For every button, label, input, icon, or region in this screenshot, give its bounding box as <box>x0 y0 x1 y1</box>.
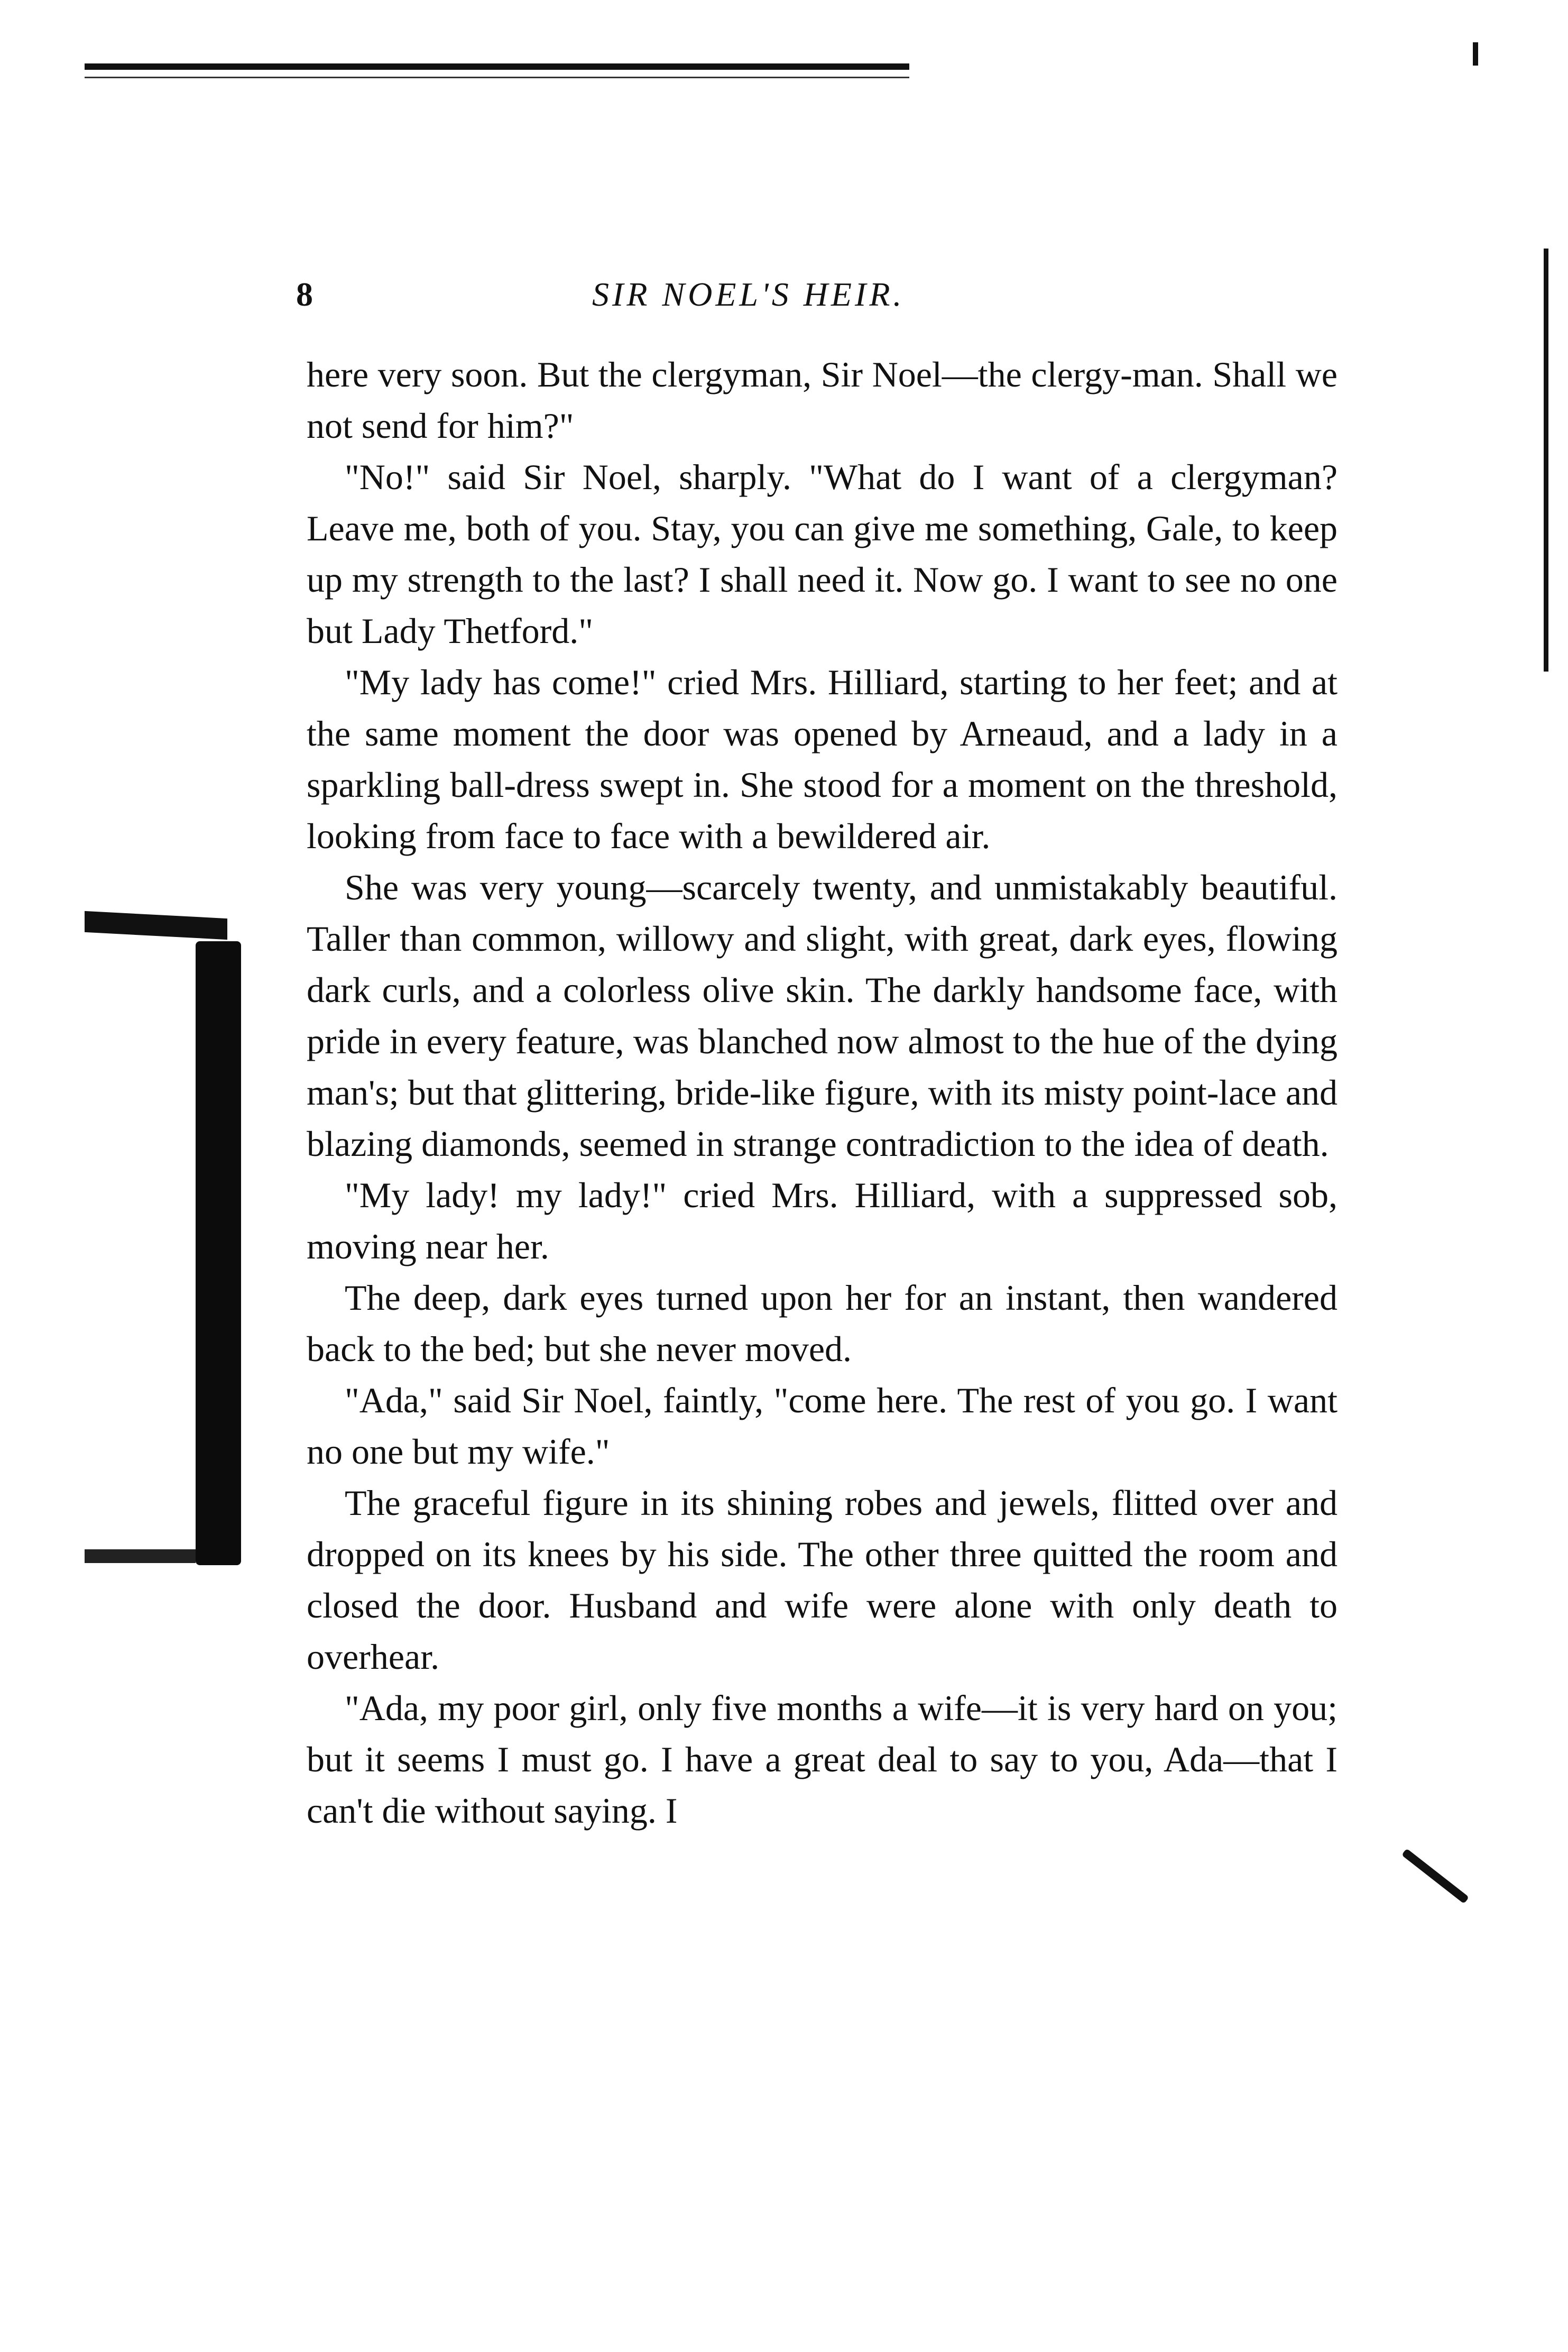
paragraph: She was very young—scarcely twenty, and unmistakably beautiful. Taller than common, willowy and slight, with great, dark eyes, flowing dark curls, and a colorless olive skin. The darkly handsome face, with pride in every feature, was blanched now almost to the hue of the dying man's; but that glittering, bride-like figure, with its misty point-lace and blazing diamonds, seemed in strange contradiction to the idea of death. <box>307 867 1338 1164</box>
page-number: 8 <box>296 275 313 313</box>
corner-mark <box>1473 42 1478 66</box>
right-edge-shadow <box>1544 249 1548 672</box>
scan-blemish <box>1401 1849 1469 1904</box>
paragraph: "Ada," said Sir Noel, faintly, "come here. The rest of you go. I want no one but my wife." <box>307 1380 1338 1472</box>
running-head: SIR NOEL'S HEIR. <box>592 275 905 313</box>
paragraph: The graceful figure in its shining robes and jewels, flitted over and dropped on its knees by his side. The other three quitted the room and closed the door. Husband and wife were alone with only death to overhear. <box>307 1483 1338 1677</box>
paragraph: here very soon. But the clergyman, Sir Noel—the clergy-man. Shall we not send for him?" <box>307 354 1338 446</box>
paragraph: "My lady has come!" cried Mrs. Hilliard, starting to her feet; and at the same moment the door was opened by Arneaud, and a lady in a sparkling ball-dress swept in. She stood for a moment on the threshold, looking from face to face with a bewildered air. <box>307 662 1338 856</box>
binding-edge-top <box>85 911 227 940</box>
page-body <box>307 349 1338 1836</box>
top-rule <box>85 63 909 70</box>
paragraph: "Ada, my poor girl, only five months a wife—it is very hard on you; but it seems I must go. I have a great deal to say to you, Ada—that I can't die without saying. I <box>307 1688 1338 1831</box>
paragraph: "No!" said Sir Noel, sharply. "What do I want of a clergyman? Leave me, both of you. Stay, you can give me something, Gale, to keep up my strength to the last? I shall need it. Now go. I want to see no one but Lady Thetford." <box>307 457 1338 651</box>
page-header <box>296 275 1332 323</box>
binding-edge <box>196 941 241 1565</box>
binding-edge-bottom <box>85 1549 196 1563</box>
paragraph: "My lady! my lady!" cried Mrs. Hilliard, with a suppressed sob, moving near her. <box>307 1175 1338 1266</box>
paragraph: The deep, dark eyes turned upon her for an instant, then wandered back to the bed; but she never moved. <box>307 1278 1338 1369</box>
top-rule-thin <box>85 77 909 78</box>
